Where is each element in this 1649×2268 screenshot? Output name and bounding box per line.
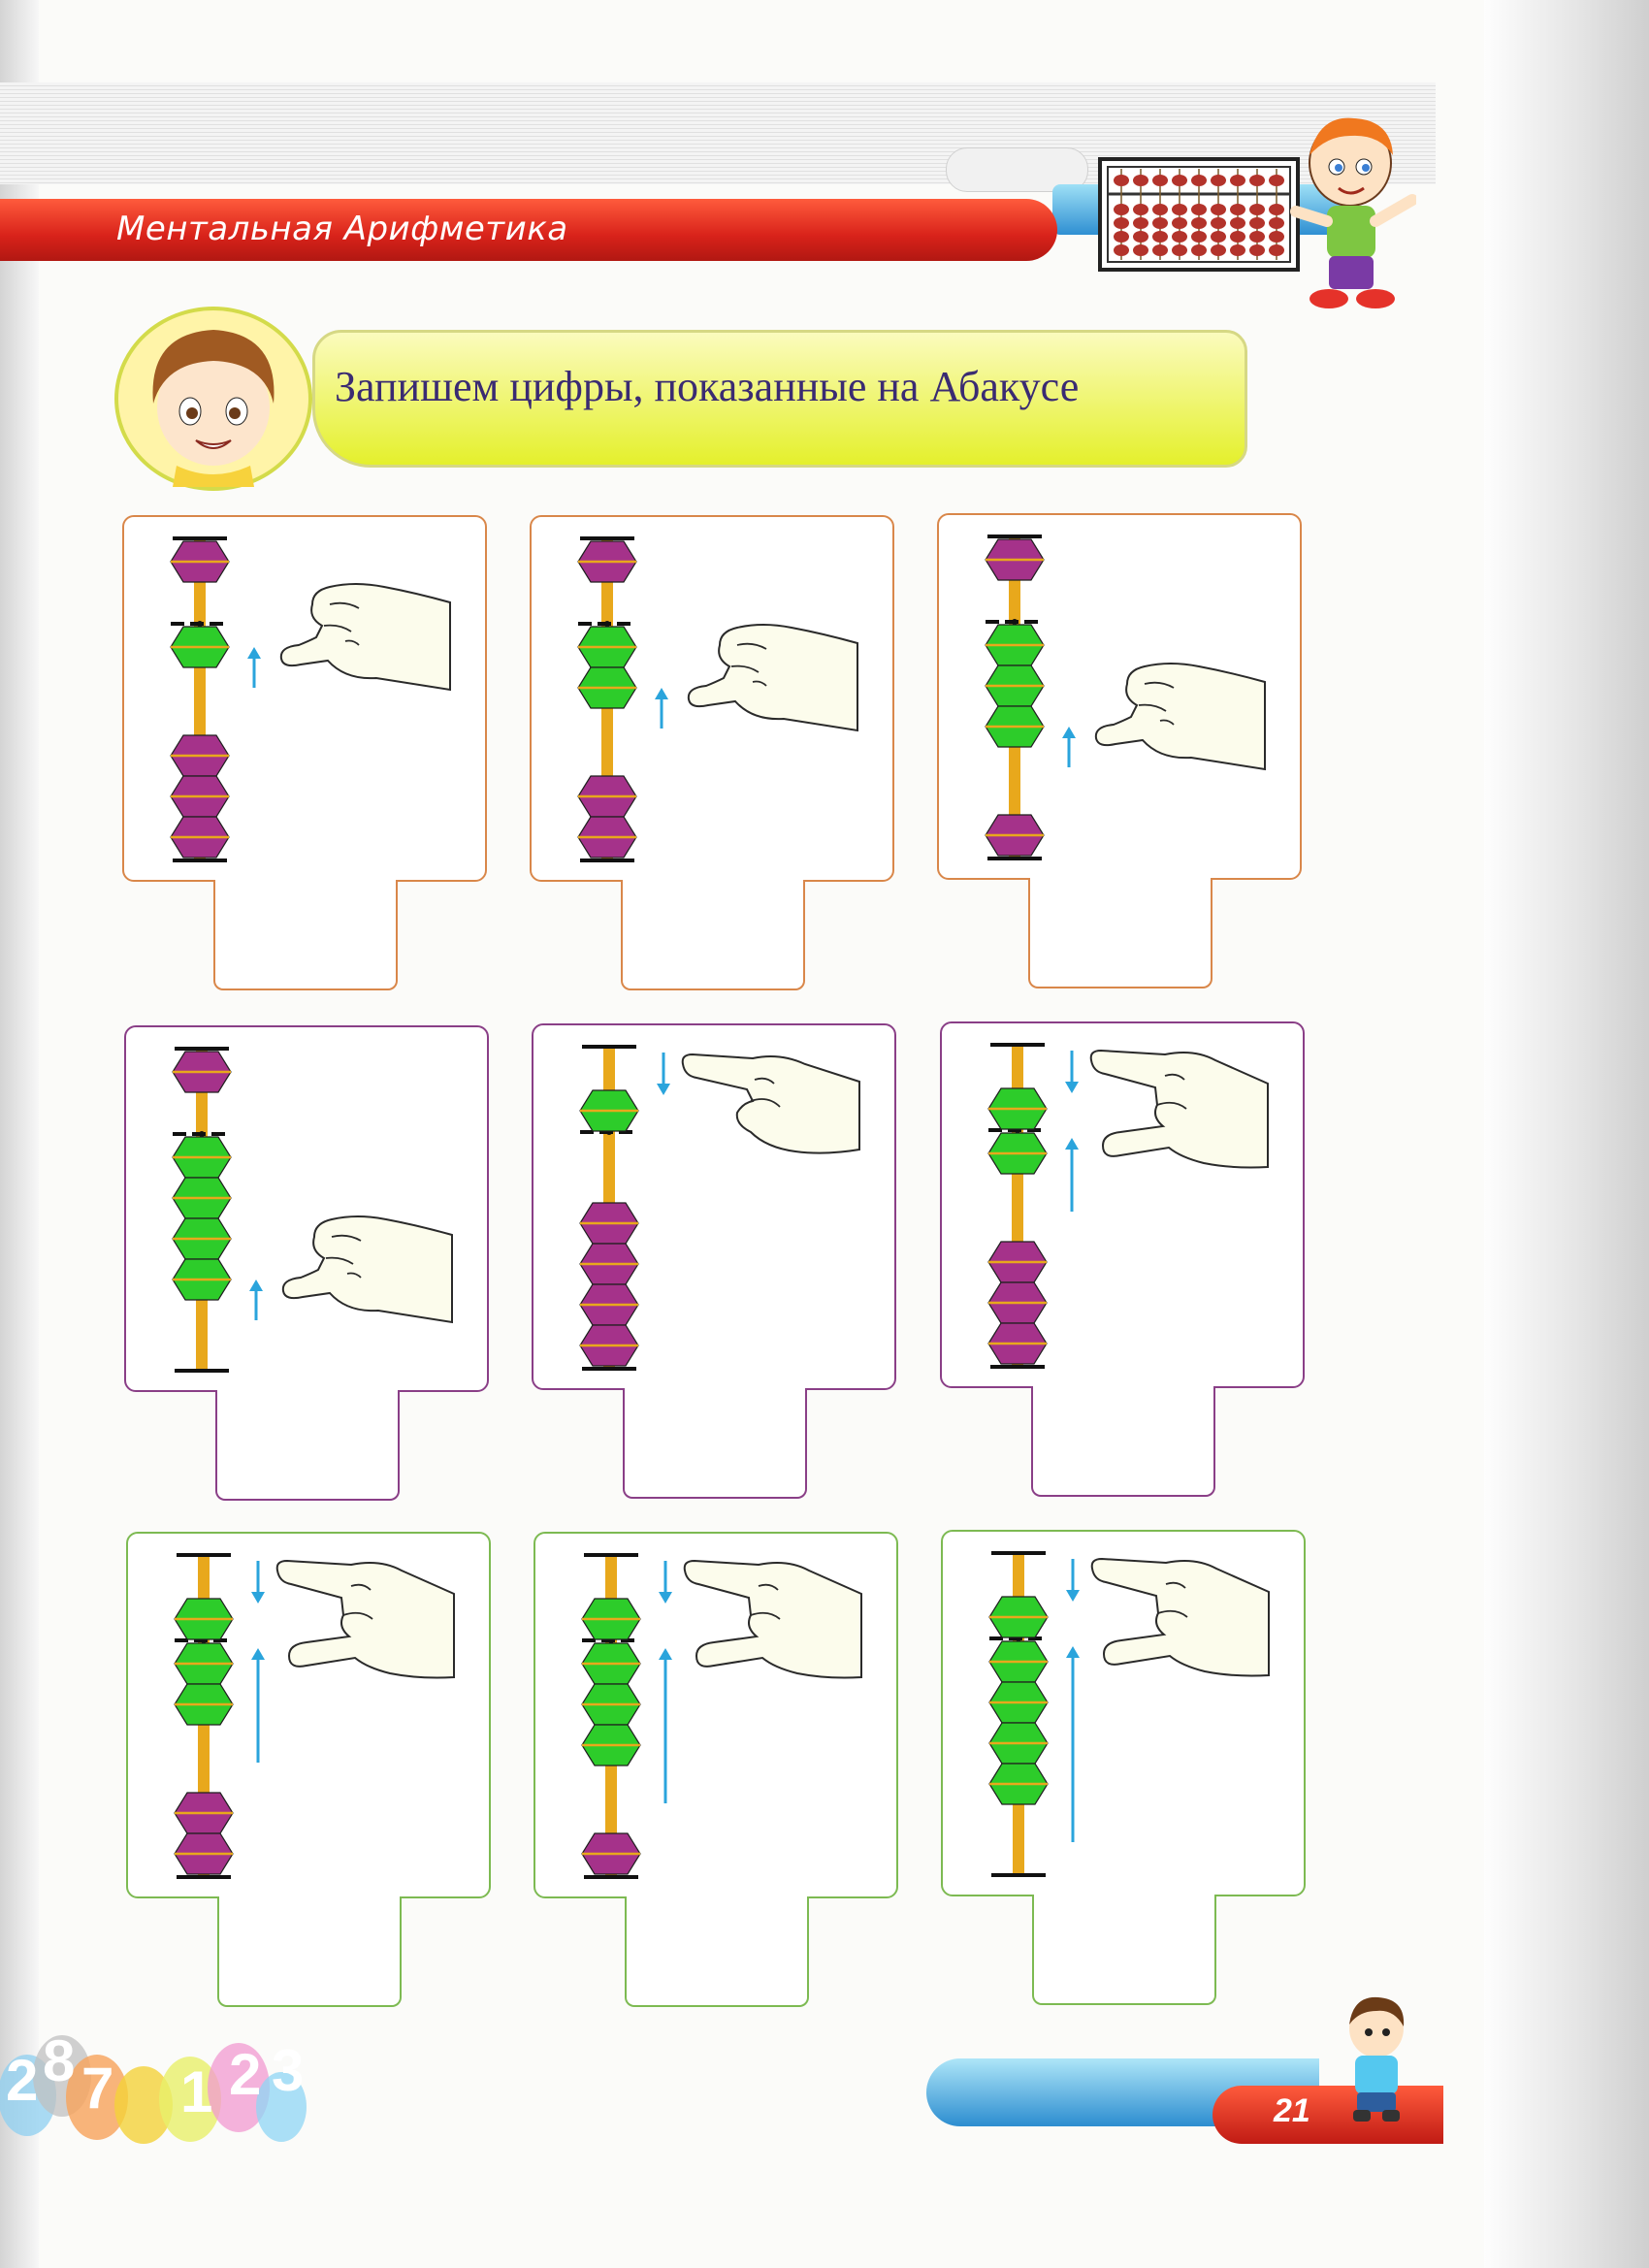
answer-box[interactable]	[1028, 878, 1212, 988]
pinching-hand-icon	[1091, 1051, 1268, 1168]
arrow-down-icon	[1066, 1559, 1080, 1602]
page-edge-shadow	[1484, 0, 1649, 2268]
answer-box[interactable]	[1031, 1386, 1215, 1497]
abacus-rod	[124, 517, 485, 880]
arrow-up-icon	[655, 688, 668, 729]
arrow-up-icon	[659, 1648, 672, 1803]
balloon-digit: 2	[6, 2048, 39, 2113]
arrow-up-icon	[251, 1648, 265, 1763]
answer-box[interactable]	[213, 880, 398, 990]
answer-box[interactable]	[621, 880, 805, 990]
abacus-panel	[940, 1021, 1305, 1388]
abacus-rod	[128, 1534, 489, 1896]
abacus-panel	[124, 1025, 489, 1392]
abacus-panel	[534, 1532, 898, 1898]
arrow-up-icon	[247, 647, 261, 688]
balloon-digit: 2	[229, 2042, 262, 2107]
abacus-logo-icon	[1098, 157, 1300, 272]
girl-avatar	[114, 307, 312, 491]
balloon-digit: 8	[43, 2028, 76, 2093]
abacus-panel	[532, 1023, 896, 1390]
arrow-down-icon	[251, 1561, 265, 1604]
pinching-hand-icon	[685, 1561, 861, 1678]
balloon-digit: 3	[272, 2038, 305, 2103]
abacus-rod	[942, 1023, 1303, 1386]
arrow-up-icon	[1065, 1138, 1079, 1212]
pointing-hand-icon	[683, 1054, 859, 1153]
arrow-down-icon	[1065, 1051, 1079, 1093]
page-number: 21	[1274, 2092, 1310, 2129]
abacus-rod	[535, 1534, 896, 1896]
book-spine-shadow	[0, 0, 39, 2268]
series-title: Ментальная Арифметика	[116, 210, 568, 248]
arrow-up-icon	[249, 1280, 263, 1320]
abacus-panel	[941, 1530, 1306, 1896]
arrow-down-icon	[657, 1053, 670, 1095]
boy-mascot-icon	[1290, 105, 1416, 323]
abacus-rod	[939, 515, 1300, 878]
arrow-down-icon	[659, 1561, 672, 1604]
abacus-rod	[943, 1532, 1304, 1895]
instruction-text: Запишем цифры, показанные на Абакусе	[335, 363, 1080, 410]
answer-box[interactable]	[625, 1896, 809, 2007]
abacus-panel	[122, 515, 487, 882]
arrow-up-icon	[1062, 727, 1076, 767]
pinching-hand-icon	[277, 1561, 454, 1678]
balloon-digit: 7	[81, 2056, 114, 2121]
hand-icon	[281, 584, 450, 690]
pinching-hand-icon	[1092, 1559, 1269, 1676]
abacus-rod	[126, 1027, 487, 1390]
balloon-digit: 1	[180, 2059, 213, 2124]
abacus-panel	[126, 1532, 491, 1898]
hand-icon	[1096, 664, 1265, 769]
answer-box[interactable]	[217, 1896, 402, 2007]
girl-face-icon	[118, 310, 308, 487]
sitting-boy-icon	[1334, 1993, 1421, 2129]
abacus-rod	[534, 1025, 894, 1388]
answer-box[interactable]	[215, 1390, 400, 1501]
answer-box[interactable]	[623, 1388, 807, 1499]
abacus-panel	[937, 513, 1302, 880]
abacus-rod	[532, 517, 892, 880]
answer-box[interactable]	[1032, 1895, 1216, 2005]
abacus-panel	[530, 515, 894, 882]
hand-icon	[689, 625, 857, 730]
arrow-up-icon	[1066, 1646, 1080, 1842]
hand-icon	[283, 1216, 452, 1322]
